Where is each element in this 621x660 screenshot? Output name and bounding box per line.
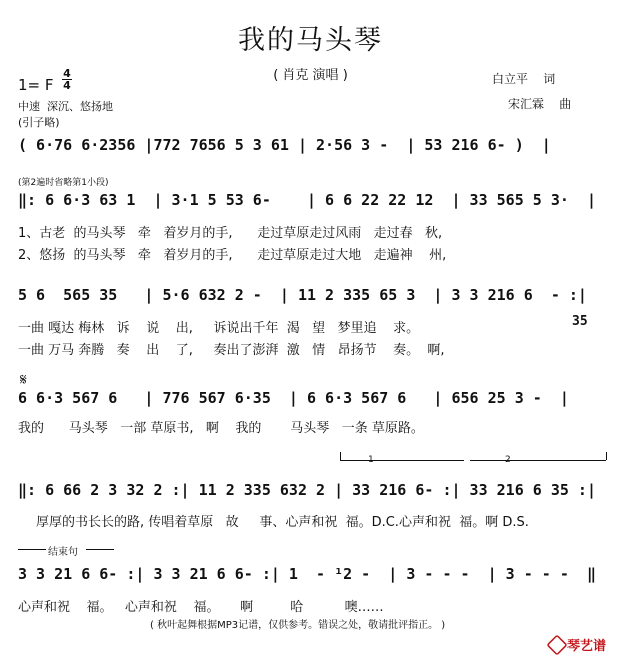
lyric-line-3-verse-1: 一曲 嘎达 梅林 诉 说 出, 诉说出千年 渴 望 梦里追 求。 <box>18 321 420 336</box>
lyric-line-3-verse-2: 一曲 万马 奔腾 奏 出 了, 奏出了澎湃 激 情 昂扬节 奏。 啊, <box>18 343 445 358</box>
lyric-line-2-verse-1: 1、古老 的马头琴 牵 着岁月的手, 走过草原走过风雨 走过春 秋, <box>18 226 443 241</box>
score-line-6: 3 3 21 6 6- :| 3 3 21 6 6- :| 1 - ¹2 - | 3 - - - | 3 - - - ‖ <box>18 565 596 583</box>
volta-2-bracket <box>470 460 606 461</box>
volta-1-label: 1 <box>368 455 374 465</box>
score-line-1: ( 6·76 6·2356 |772 7656 5 3 61 | 2·56 3 - | 53 216 6- ) | <box>18 136 551 154</box>
tempo-marking: 中速 深沉、悠扬地 <box>18 100 113 113</box>
lyric-line-2-verse-2: 2、悠扬 的马头琴 牵 着岁月的手, 走过草原走过大地 走遍神 州, <box>18 248 447 263</box>
song-title: 我的马头琴 <box>238 25 383 56</box>
ending-label: 结束句 <box>48 547 78 558</box>
segno-sign: 𝄋 <box>20 370 27 389</box>
lyric-line-4: 我的 马头琴 一部 草原书, 啊 我的 马头琴 一条 草原路。 <box>18 421 424 436</box>
score-line-2: ‖: 6 6·3 63 1 | 3·1 5 53 6- | 6 6 22 22 12 | 33 565 5 3· | <box>18 191 596 209</box>
pickup-notes: 35 <box>572 314 588 329</box>
watermark-text: 琴艺谱 <box>567 639 607 654</box>
transcription-footnote: ( 秋叶起舞根据MP3记谱，仅供参考。错误之处，敬请批评指正。 ) <box>150 620 446 631</box>
repeat-note-label: (第2遍时省略第1小段) <box>18 178 109 188</box>
watermark-logo <box>545 633 617 655</box>
volta-2-label: 2 <box>505 455 511 465</box>
intro-label: (引子略) <box>18 116 60 129</box>
lyricist-credit: 白立平 词 <box>492 72 556 86</box>
key-signature: 1= F <box>18 76 54 94</box>
composer-credit: 宋汇霖 曲 <box>508 97 572 111</box>
logo-icon <box>546 634 567 655</box>
score-line-5: ‖: 6 66 2 3 32 2 :| 11 2 335 632 2 | 33 216 6- :| 33 216 6 35 :| <box>18 481 596 499</box>
score-line-3: 5 6 565 35 | 5·6 632 2 - | 11 2 335 65 3 | 3 3 216 6 - :| <box>18 286 587 304</box>
volta-1-bracket <box>340 460 464 461</box>
lyric-line-6: 心声和祝 福。 心声和祝 福。 啊 哈 噢…… <box>18 600 384 615</box>
ending-label-rule-left <box>18 549 46 550</box>
lyric-line-5: 厚厚的书长长的路, 传唱着草原 故 事、心声和祝 福。D.C.心声和祝 福。啊 D.S. <box>36 515 529 530</box>
time-signature-bottom: 4 <box>63 79 71 92</box>
volta-2-right-tick <box>606 452 607 460</box>
score-line-4: 6 6·3 567 6 | 776 567 6·35 | 6 6·3 567 6 | 656 25 3 - | <box>18 389 569 407</box>
time-signature-top: 4 <box>63 67 71 80</box>
volta-1-left-tick <box>340 452 341 460</box>
performer-subtitle: ( 肖克 演唱 ) <box>273 68 348 83</box>
ending-label-rule-right <box>86 549 114 550</box>
time-signature <box>62 68 72 91</box>
